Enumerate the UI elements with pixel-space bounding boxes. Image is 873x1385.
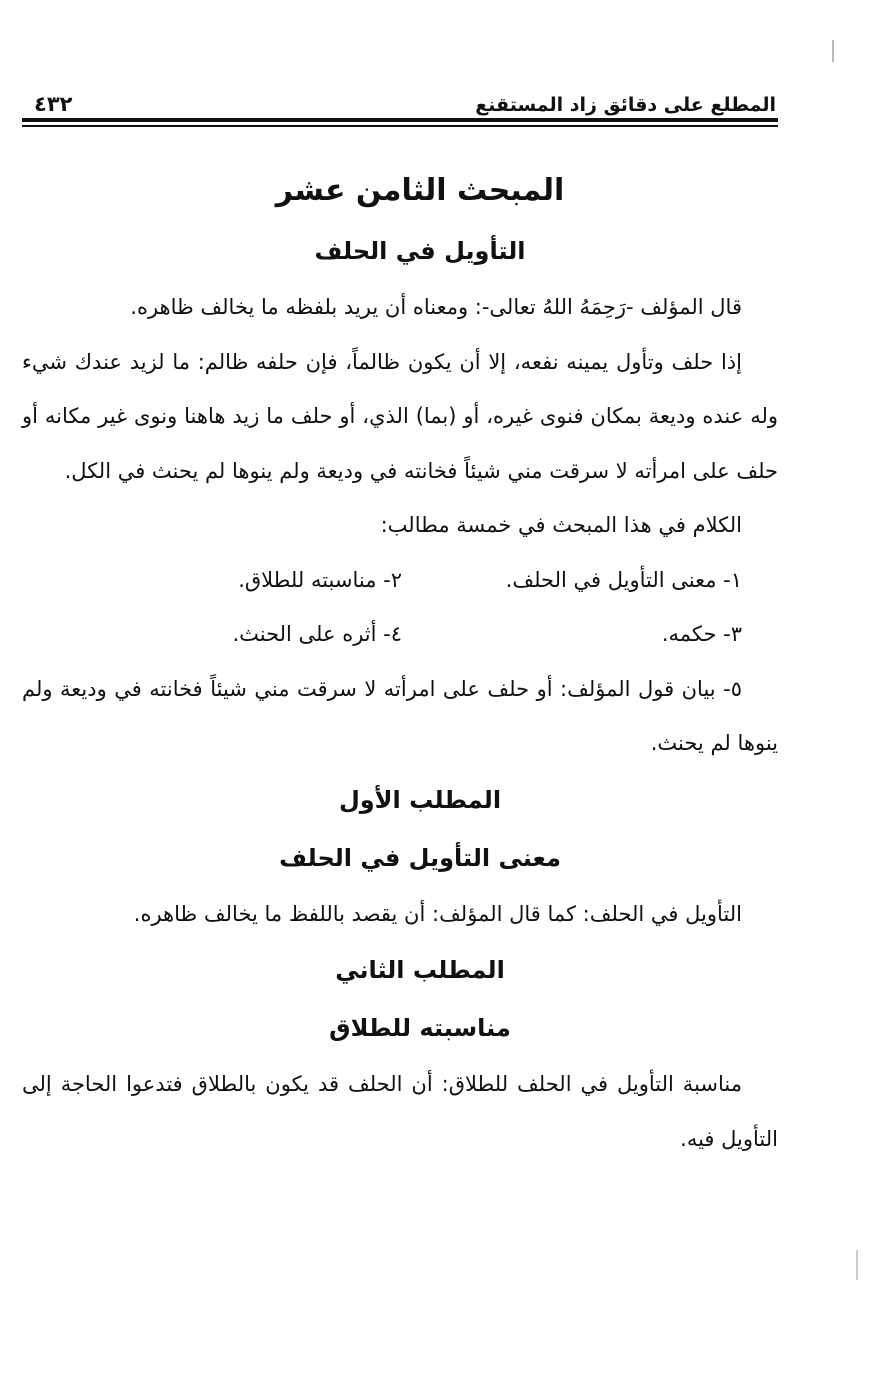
scan-speck-right xyxy=(856,1250,858,1280)
part1-text: التأويل في الحلف: كما قال المؤلف: أن يقصد باللفظ ما يخالف ظاهره. xyxy=(133,901,742,926)
section-title: المبحث الثامن عشر xyxy=(275,173,565,208)
topic-5: ٥- بيان قول المؤلف: أو حلف على امرأته لا سرقت مني شيئاً فخانته في وديعة ولم ينوها لم يحنث. xyxy=(22,676,778,755)
topic-4: ٤- أثره على الحنث. xyxy=(232,622,402,646)
topic-1: ١- معنى التأويل في الحلف. xyxy=(505,567,742,592)
part1-title: المطلب الأول xyxy=(338,785,502,814)
page-number: ٤٣٢ xyxy=(34,92,73,116)
intro-paragraph-2: إذا حلف وتأول يمينه نفعه، إلا أن يكون ظالماً، فإن حلفه ظالم: ما لزيد عندك شيء وله عنده وديعة بمكان فنوى غيره، أو (بما) الذي، أو حلف ما زيد هاهنا ونوى غير مكانه أو حلف على امرأته لا سرقت مني شيئاً فخانته في وديعة ولم ينوها لم يحنث في الكل. xyxy=(22,349,778,483)
book-page xyxy=(22,0,778,1385)
topic-2: ٢- مناسبته للطلاق. xyxy=(238,567,402,592)
running-title: المطلع على دقائق زاد المستقنع xyxy=(475,94,776,116)
section-subtitle: التأويل في الحلف xyxy=(314,237,526,265)
part2-subtitle: مناسبته للطلاق xyxy=(329,1014,511,1042)
intro-paragraph-1: قال المؤلف -رَحِمَهُ اللهُ تعالى-: ومعناه أن يريد بلفظه ما يخالف ظاهره. xyxy=(130,295,742,319)
page-header xyxy=(22,80,778,116)
topic-3: ٣- حكمه. xyxy=(661,622,742,646)
page-content xyxy=(22,160,778,1166)
part2-text: مناسبة التأويل في الحلف للطلاق: أن الحلف قد يكون بالطلاق فتدعوا الحاجة إلى التأويل فيه. xyxy=(22,1072,778,1151)
topics-list xyxy=(22,553,778,662)
scan-speck-top xyxy=(832,40,834,62)
intro-paragraph-3: الكلام في هذا المبحث في خمسة مطالب: xyxy=(380,513,742,537)
part1-subtitle: معنى التأويل في الحلف xyxy=(279,843,561,872)
part2-title: المطلب الثاني xyxy=(335,956,505,984)
topics-row-1 xyxy=(22,553,778,608)
header-rule-thin xyxy=(22,125,778,127)
topics-row-2 xyxy=(22,607,778,662)
header-rule-thick xyxy=(22,118,778,122)
